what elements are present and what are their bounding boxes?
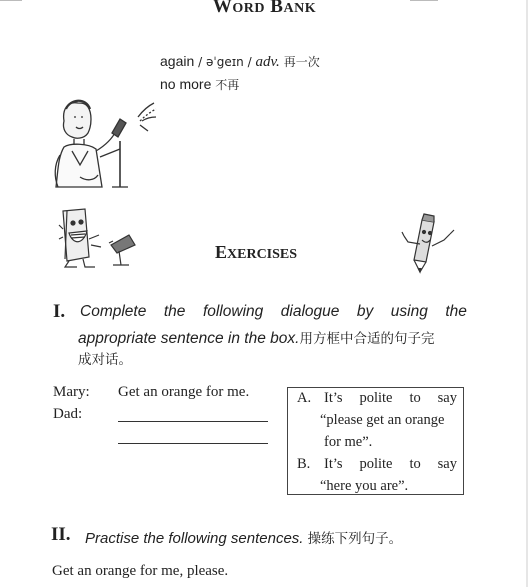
option-b-line-2: “here you are”. [320, 478, 409, 494]
speaker-dad: Dad: [53, 406, 83, 422]
section-2-number: II. [51, 524, 71, 545]
option-a-line-3: for me”. [324, 434, 373, 450]
section-1-instruction-line-3: 成对话。 [78, 352, 132, 368]
pencil-character-illustration [400, 212, 460, 274]
laughing-book-illustration [55, 205, 145, 270]
speaker-mary: Mary: [53, 384, 90, 400]
vocab-entry-no-more: no more 不再 [160, 76, 240, 92]
page-edge [526, 0, 528, 587]
option-a-label: A. [297, 390, 312, 406]
answer-blank-1[interactable] [118, 421, 268, 422]
section-2-instruction: Practise the following sentences. 操练下列句子。 [85, 530, 403, 547]
section-1-instruction-line-2: appropriate sentence in the box.用方框中合适的句子完 [78, 330, 435, 347]
woman-speaking-illustration [50, 95, 160, 195]
vocab-entry-again: again / əˈgeɪn / adv. 再一次 [160, 53, 320, 70]
answer-blank-2[interactable] [118, 443, 268, 444]
option-a-line-1: It’s polite to say [324, 390, 457, 406]
word-bank-heading: WORD BANK [212, 0, 317, 17]
dialogue-line-mary: Get an orange for me. [118, 384, 250, 400]
option-b-line-1: It’s polite to say [324, 456, 457, 472]
practice-sentence: Get an orange for me, please. [52, 563, 229, 579]
section-1-instruction-line-1: Complete the following dialogue by using the [80, 303, 467, 320]
option-b-label: B. [297, 456, 311, 472]
option-a-line-2: “please get an orange [320, 412, 445, 428]
section-1-number: I. [53, 301, 66, 322]
exercises-heading: EXERCISES [215, 242, 298, 262]
